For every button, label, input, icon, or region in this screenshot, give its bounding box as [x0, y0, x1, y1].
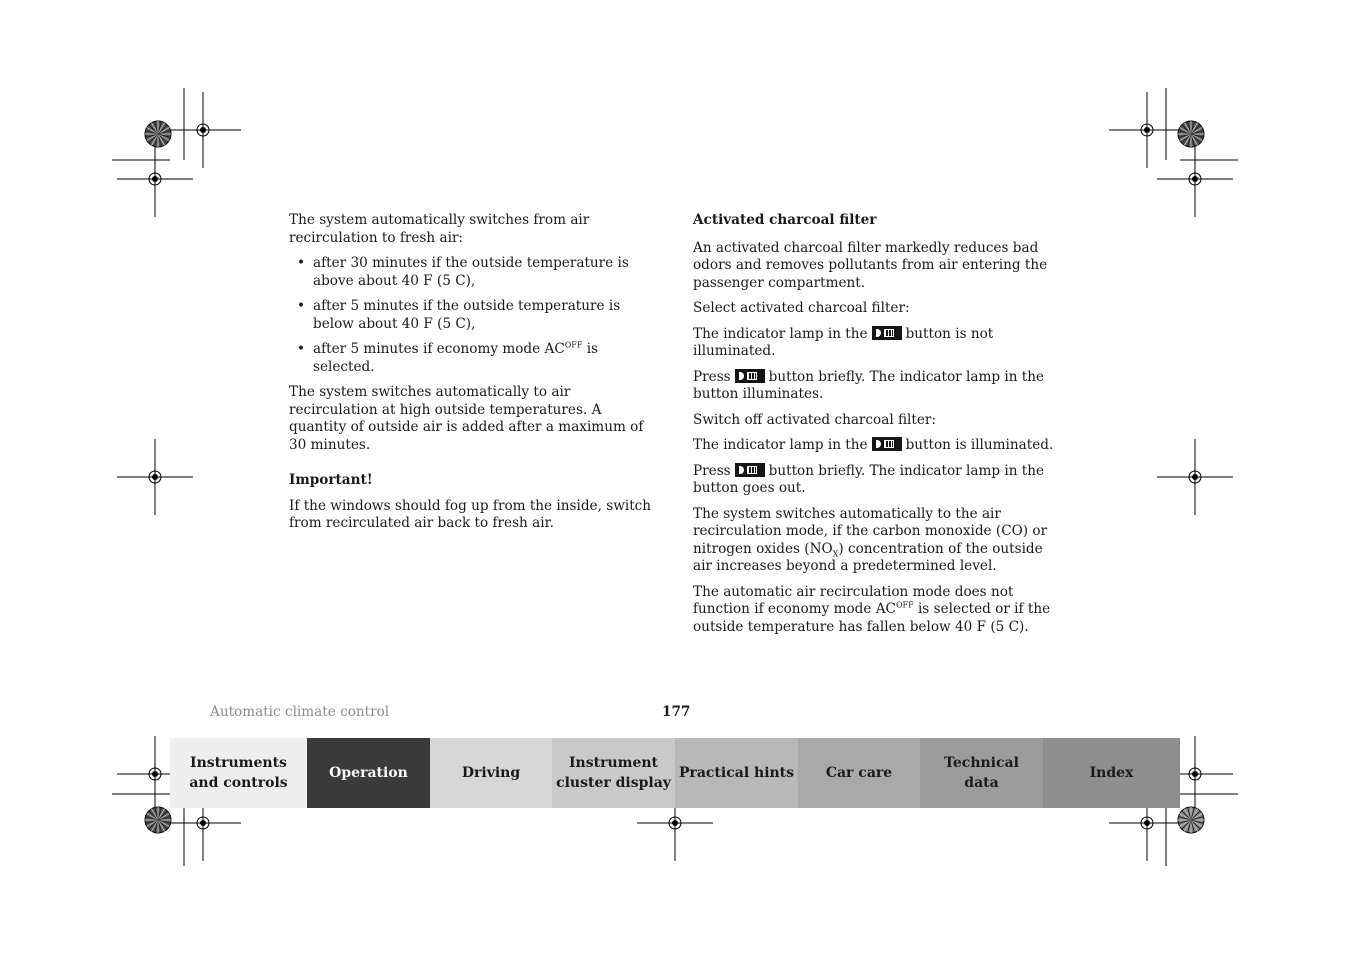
paragraph: Press button briefly. The indicator lamp in the button goes out. — [693, 462, 1045, 496]
bullet-list — [289, 255, 661, 376]
list-item: • after 5 minutes if the outside temperature is below about 40 F (5 C), — [313, 298, 661, 333]
tab-car-care[interactable] — [798, 738, 920, 808]
page-number: 177 — [662, 704, 691, 720]
tab-label: Instrument cluster display — [556, 755, 671, 791]
tab-driving[interactable] — [430, 738, 552, 808]
charcoal-filter-button-icon — [872, 437, 902, 451]
tab-label: Operation — [329, 765, 408, 781]
paragraph: Switch off activated charcoal filter: — [693, 411, 936, 428]
tab-label: Practical hints — [678, 765, 795, 781]
tab-instruments-and-controls[interactable] — [170, 738, 307, 808]
tab-label: Index — [1089, 765, 1134, 781]
tab-practical-hints[interactable] — [675, 738, 798, 808]
intro-text: The system automatically switches from air recirculation to fresh air: — [289, 212, 590, 246]
paragraph: The indicator lamp in the button is illuminated. — [693, 437, 1054, 453]
list-item: • after 30 minutes if the outside temperature is above about 40 F (5 C), — [313, 255, 661, 290]
tab-label: Driving — [461, 765, 521, 781]
important-text: If the windows should fog up from the inside, switch from recirculated air back to fresh air. — [289, 497, 652, 531]
paragraph: The system switches automatically to the air recirculation mode, if the carbon monoxide (CO) or nitrogen oxides $(NO_X)$ concentration of the outside air increases beyond a predetermined level. — [693, 505, 1048, 574]
section-title: Automatic climate control — [210, 704, 390, 720]
section-heading: Activated charcoal filter — [693, 212, 877, 228]
paragraph: Select activated charcoal filter: — [693, 300, 910, 316]
tab-index[interactable] — [1043, 738, 1180, 808]
paragraph: Press button briefly. The indicator lamp in the button illuminates. — [693, 368, 1045, 402]
tab-instrument-cluster-display[interactable] — [552, 738, 675, 808]
tab-label: Instruments and controls — [189, 755, 288, 791]
list-item: • after 5 minutes if economy mode $AC^{OFF}$ is selected. — [313, 341, 661, 376]
important-heading: Important! — [289, 472, 373, 488]
paragraph: The indicator lamp in the button is not illuminated. — [693, 325, 994, 359]
paragraph: The automatic air recirculation mode does not function if economy mode $AC^{OFF}$ is selected or if the outside temperature has fallen below 40 F (5 C). — [693, 583, 1051, 635]
paragraph: An activated charcoal filter markedly reduces bad odors and removes pollutants from air entering the passenger compartment. — [693, 239, 1048, 291]
right-column — [693, 212, 1065, 644]
paragraph: The system switches automatically to air recirculation at high outside temperatures. A quantity of outside air is added after a maximum of 30 minutes. — [289, 384, 644, 453]
tab-technical-data[interactable] — [920, 738, 1043, 808]
tab-label: Car care — [825, 765, 893, 781]
tab-operation[interactable] — [307, 738, 430, 808]
chapter-nav — [170, 738, 1180, 808]
charcoal-filter-button-icon — [735, 463, 765, 477]
charcoal-filter-button-icon — [735, 369, 765, 383]
charcoal-filter-button-icon — [872, 326, 902, 340]
tab-label: Technical data — [944, 755, 1019, 791]
left-column — [289, 212, 661, 541]
